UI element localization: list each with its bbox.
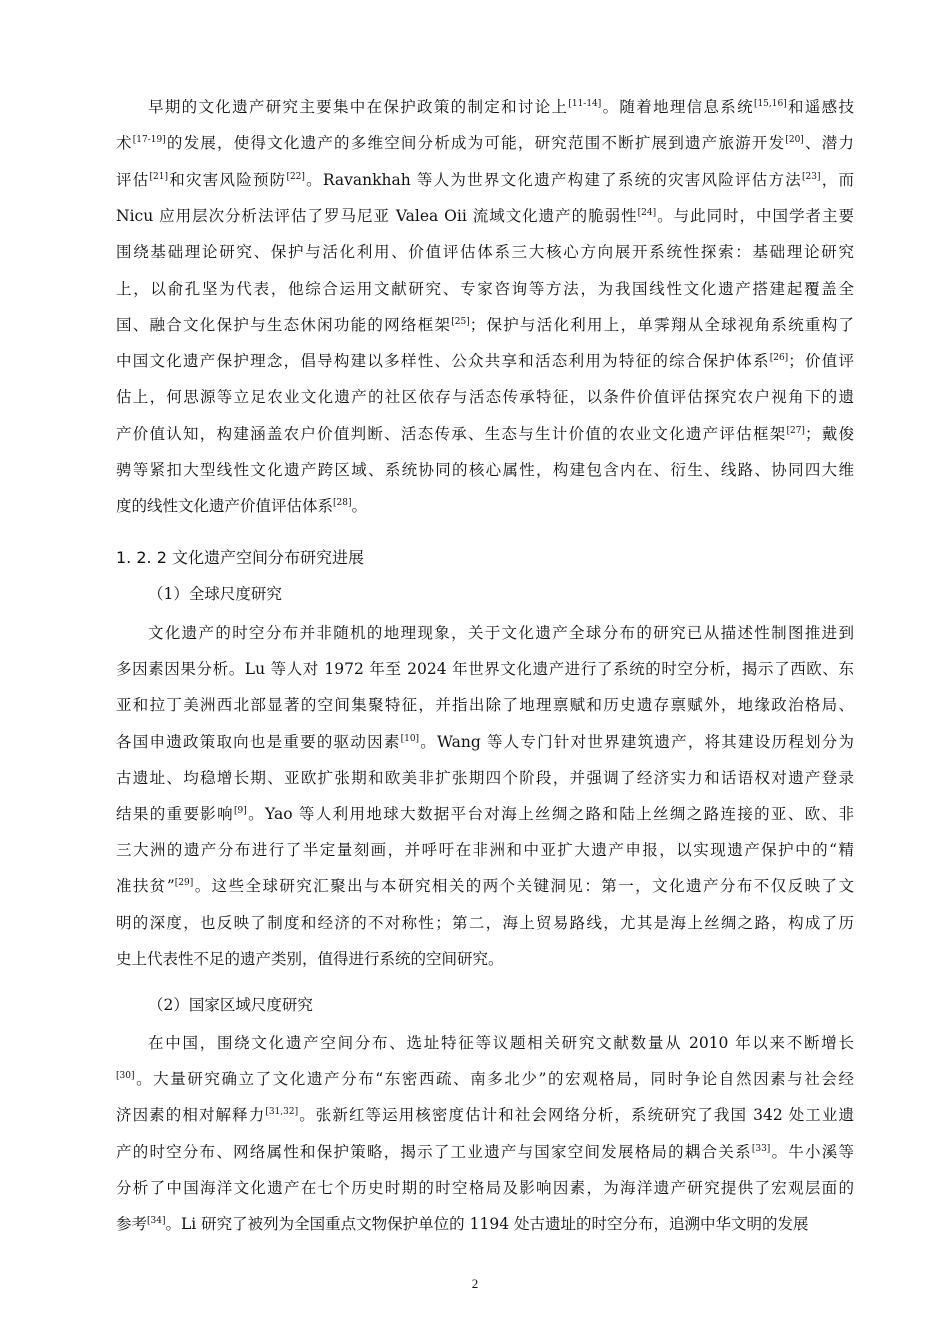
citation-ref: [10] — [400, 733, 420, 744]
text-run: 亚和拉丁美洲西北部显著的空间集聚特征，并指出除了地理禀赋和历史遗存禀赋外，地缘政治格局、 — [116, 696, 854, 715]
text-run: ；保护与活化利用上，单霁翔从全球视角系统重构了 — [469, 315, 854, 334]
text-run: 围绕基础理论研究、保护与活化利用、价值评估体系三大核心方向展开系统性探索：基础理论研究 — [116, 243, 854, 262]
text-line — [116, 274, 854, 304]
text-run: 度的线性文化遗产价值评估体系 — [116, 497, 334, 516]
text-line — [116, 654, 854, 684]
text-run: 。与此同时，中国学者主要 — [656, 206, 854, 225]
citation-ref: [15,16] — [753, 99, 787, 109]
text-line — [116, 237, 854, 267]
text-run: 三大洲的遗产分布进行了半定量刻画，并呼吁在非洲和中亚扩大遗产申报，以实现遗产保护中的“精 — [116, 841, 854, 860]
subheading-global: （1）全球尺度研究 — [148, 585, 282, 603]
citation-ref: [29] — [174, 878, 194, 889]
text-run: 、潜力 — [803, 134, 854, 153]
text-run: 。这些全球研究汇聚出与本研究相关的两个关键洞见：第一，文化遗产分布不仅反映了文 — [193, 877, 854, 896]
page-number: 2 — [471, 1276, 479, 1291]
text-line — [116, 908, 854, 938]
citation-ref: [9] — [234, 806, 247, 816]
citation-ref: [23] — [802, 171, 821, 182]
citation-ref: [24] — [637, 207, 657, 218]
text-run: 估上，何思源等立足农业文化遗产的社区依存与活态传承特征，以条件价值评估探究农户视角下的遗 — [116, 388, 854, 407]
text-line — [116, 944, 854, 974]
text-run: 济因素的相对解释力 — [116, 1106, 266, 1125]
citation-ref: [30] — [116, 1071, 135, 1082]
text-run: 产价值认知，构建涵盖农户价值判断、活态传承、生态与生计价值的农业文化遗产评估框架 — [116, 424, 787, 443]
text-run: 分析了中国海洋文化遗产在七个历史时期的时空格局及影响因素，为海洋遗产研究提供了宏观层面的 — [116, 1178, 854, 1197]
text-line — [116, 763, 854, 793]
text-run: ；价值评 — [788, 352, 854, 371]
text-run: 史上代表性不足的遗产类别，值得进行系统的空间研究。 — [116, 949, 504, 968]
text-line — [116, 727, 854, 757]
text-line — [116, 455, 854, 485]
text-line — [116, 346, 854, 376]
text-run: 中国文化遗产保护理念，倡导构建以多样性、公众共享和活态利用为特征的综合保护体系 — [116, 352, 770, 371]
citation-ref: [34] — [147, 1216, 166, 1226]
text-line — [116, 491, 854, 521]
text-line — [116, 1064, 854, 1094]
text-run: 。随着地理信息系统 — [601, 98, 754, 116]
text-run: Nicu 应用层次分析法评估了罗马尼亚 Valea Oii 流域文化遗产的脆弱性 — [116, 206, 638, 225]
text-line — [116, 310, 854, 340]
text-line — [116, 382, 854, 412]
citation-ref: [11-14] — [568, 99, 602, 109]
text-line — [116, 1137, 854, 1167]
text-line — [116, 419, 854, 449]
text-run: 国、融合文化保护与生态休闲功能的网络框架 — [116, 315, 452, 334]
text-run: 。张新红等运用核密度估计和社会网络分析，系统研究了我国 342 处工业遗 — [298, 1106, 854, 1125]
text-run: 明的深度，也反映了制度和经济的不对称性；第二，海上贸易路线，尤其是海上丝绸之路，构成了历 — [116, 913, 854, 932]
text-run: 文化遗产的时空分布并非随机的地理现象，关于文化遗产全球分布的研究已从描述性制图推进到 — [148, 624, 854, 642]
text-run: ，而 — [820, 170, 854, 189]
text-run: 的发展，使得文化遗产的多维空间分析成为可能，研究范围不断扩展到遗产旅游开发 — [165, 134, 786, 153]
text-run: 骋等紧扣大型线性文化遗产跨区域、系统协同的核心属性，构建包含内在、衍生、线路、协同四大维 — [116, 461, 854, 479]
citation-ref: [31,32] — [265, 1107, 299, 1118]
citation-ref: [28] — [333, 498, 352, 509]
text-line — [116, 1173, 854, 1203]
text-run: 。大量研究确立了文化遗产分布“东密西疏、南多北少”的宏观格局，同时争论自然因素与社会经 — [134, 1070, 854, 1089]
text-run: 各国申遗政策取向也是重要的驱动因素 — [116, 732, 401, 751]
citation-ref: [26] — [769, 353, 789, 364]
text-line — [116, 799, 854, 829]
text-line — [116, 1209, 854, 1239]
text-line — [116, 871, 854, 901]
text-run: 和灾害风险预防 — [167, 170, 287, 189]
text-line — [116, 690, 854, 720]
citation-ref: [17-19] — [132, 135, 166, 146]
text-run: 。 — [351, 497, 368, 516]
citation-ref: [20] — [785, 135, 804, 146]
text-run: 多因素因果分析。Lu 等人对 1972 年至 2024 年世界文化遗产进行了系统的时空分析，揭示了西欧、东 — [116, 660, 854, 679]
text-line — [148, 1028, 854, 1058]
text-run: 。Wang 等人专门针对世界建筑遗产，将其建设历程划分为 — [419, 732, 854, 751]
citation-ref: [33] — [751, 1143, 771, 1154]
text-line — [148, 92, 854, 122]
citation-ref: [25] — [451, 316, 470, 327]
text-run: 评估 — [116, 170, 150, 189]
text-run: 产的时空分布、网络属性和保护策略，揭示了工业遗产与国家空间发展格局的耦合关系 — [116, 1142, 752, 1161]
text-run: 和遥感技 — [786, 98, 854, 116]
text-run: 。牛小溪等 — [770, 1142, 854, 1161]
text-run: 古遗址、均稳增长期、亚欧扩张期和欧美非扩张期四个阶段，并强调了经济实力和话语权对遗产登录 — [116, 768, 854, 787]
text-run: 。Ravankhah 等人为世界文化遗产构建了系统的灾害风险评估方法 — [304, 170, 803, 189]
text-line — [116, 835, 854, 865]
text-line — [116, 1100, 854, 1130]
text-line — [116, 165, 854, 195]
text-line — [148, 618, 854, 648]
citation-ref: [21] — [149, 171, 168, 182]
text-run: 结果的重要影响 — [116, 805, 235, 823]
citation-ref: [27] — [786, 425, 805, 436]
subheading-national: （2）国家区域尺度研究 — [148, 996, 313, 1014]
text-run: 术 — [116, 134, 133, 153]
text-line — [116, 128, 854, 158]
text-run: 。Yao 等人利用地球大数据平台对海上丝绸之路和陆上丝绸之路连接的亚、欧、非 — [246, 805, 854, 823]
text-run: 在中国，围绕文化遗产空间分布、选址特征等议题相关研究文献数量从 2010 年以来不断增长 — [148, 1034, 854, 1052]
section-heading: 1. 2. 2 文化遗产空间分布研究进展 — [116, 548, 364, 567]
text-run: 早期的文化遗产研究主要集中在保护政策的制定和讨论上 — [148, 98, 569, 116]
citation-ref: [22] — [286, 171, 305, 182]
text-run: 上，以俞孔坚为代表，他综合运用文献研究、专家咨询等方法，为我国线性文化遗产搭建起覆盖全 — [116, 279, 854, 298]
text-line — [116, 201, 854, 231]
text-run: 参考 — [116, 1215, 148, 1233]
text-run: 。Li 研究了被列为全国重点文物保护单位的 1194 处古遗址的时空分布，追溯中华文明的发展 — [165, 1215, 809, 1233]
text-run: ；戴俊 — [804, 424, 854, 443]
text-run: 准扶贫” — [116, 877, 175, 896]
